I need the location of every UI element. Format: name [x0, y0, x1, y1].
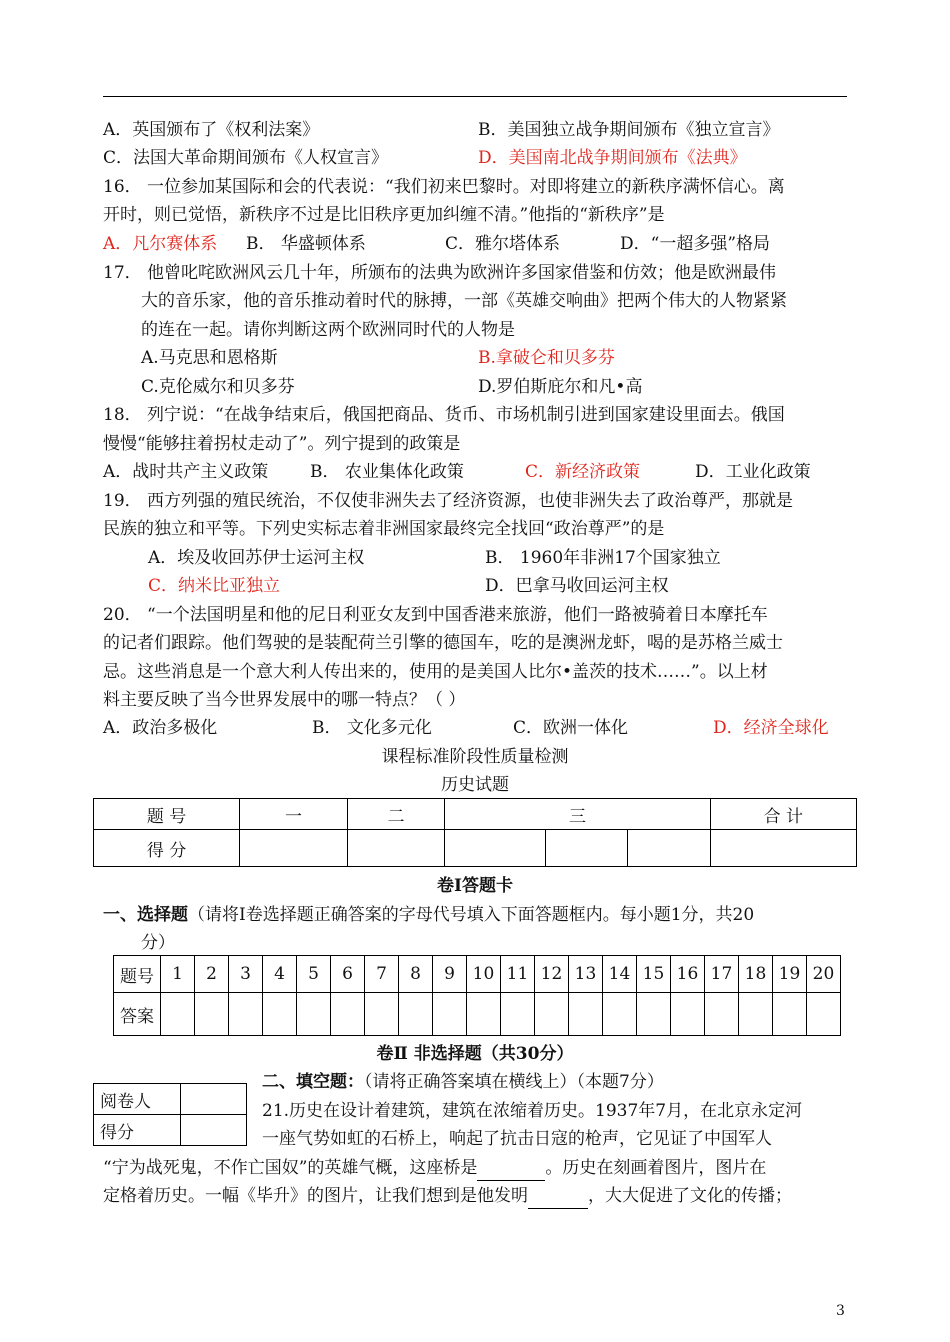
answer-table-num-5: 5	[297, 956, 331, 993]
answer-cell-16[interactable]	[671, 993, 705, 1036]
q18-line2: 慢慢“能够拄着拐杖走动了”。列宁提到的政策是	[103, 434, 461, 454]
score-cell-1[interactable]	[240, 830, 347, 867]
answer-cell-6[interactable]	[331, 993, 365, 1036]
q19-option-c: C．纳米比亚独立	[148, 576, 281, 596]
q21-line1: 21.历史在设计着建筑，建筑在浓缩着历史。1937年7月，在北京永定河	[262, 1101, 803, 1121]
q19-option-a: A．埃及收回苏伊士运河主权	[148, 548, 365, 568]
answer-cell-8[interactable]	[399, 993, 433, 1036]
score-cell-3b[interactable]	[545, 830, 628, 867]
q16-option-d: D．“一超多强”格局	[620, 234, 771, 254]
answer-cell-5[interactable]	[297, 993, 331, 1036]
q20-option-b: B． 文化多元化	[312, 718, 432, 738]
q20-line2: 的记者们跟踪。他们驾驶的是装配荷兰引擎的德国车，吃的是澳洲龙虾，喝的是苏格兰威士	[103, 633, 783, 653]
score-table	[93, 798, 857, 867]
answer-table-num-16: 16	[671, 956, 705, 993]
answer-table-num-3: 3	[229, 956, 263, 993]
answer-cell-3[interactable]	[229, 993, 263, 1036]
answer-table-num-9: 9	[433, 956, 467, 993]
answer-cell-1[interactable]	[161, 993, 195, 1036]
q17-option-b: B.拿破仑和贝多芬	[478, 348, 615, 368]
answer-cell-17[interactable]	[705, 993, 739, 1036]
section1-heading: 一、选择题	[103, 905, 188, 925]
score-header-2: 二	[347, 799, 445, 830]
q18-option-c: C．新经济政策	[525, 462, 641, 482]
exam-title: 课程标准阶段性质量检测	[381, 747, 569, 767]
answer-card-title: 卷Ⅰ答题卡	[437, 876, 513, 896]
answer-cell-2[interactable]	[195, 993, 229, 1036]
q17-option-c: C.克伦威尔和贝多芬	[141, 377, 295, 397]
answer-cell-4[interactable]	[263, 993, 297, 1036]
q17-option-a: A.马克思和恩格斯	[141, 348, 278, 368]
q21-line4	[103, 1184, 792, 1209]
q18-option-b: B． 农业集体化政策	[310, 462, 464, 482]
q21-line3-text: “宁为战死鬼，不作亡国奴”的英雄气概，这座桥是	[103, 1158, 478, 1178]
grader-score-label: 得分	[94, 1115, 181, 1146]
q16-option-b: B． 华盛顿体系	[246, 234, 366, 254]
q19-line2: 民族的独立和平等。下列史实标志着非洲国家最终完全找回“政治尊严”的是	[103, 519, 665, 539]
answer-cell-13[interactable]	[569, 993, 603, 1036]
q18-option-a: A．战时共产主义政策	[103, 462, 269, 482]
answer-table-num-20: 20	[807, 956, 841, 993]
score-row-label: 得 分	[94, 830, 240, 867]
bridge-blank[interactable]	[477, 1156, 545, 1181]
q21-line2: 一座气势如虹的石桥上，响起了抗击日寇的枪声，它见证了中国军人	[262, 1129, 772, 1149]
answer-table-num-11: 11	[501, 956, 535, 993]
q20-option-d: D．经济全球化	[713, 718, 829, 738]
q19-option-d: D．巴拿马收回运河主权	[485, 576, 669, 596]
score-header-total: 合 计	[710, 799, 856, 830]
q15-option-b: B．美国独立战争期间颁布《独立宣言》	[478, 120, 780, 140]
part2-title: 卷Ⅱ 非选择题（共30分）	[376, 1044, 574, 1064]
header-rule	[103, 96, 847, 97]
answer-table-num-17: 17	[705, 956, 739, 993]
q17-line2: 大的音乐家，他的音乐推动着时代的脉搏，一部《英雄交响曲》把两个伟大的人物紧紧	[141, 291, 787, 311]
page-number: 3	[836, 1303, 845, 1319]
section1-instruction	[103, 903, 754, 927]
answer-cell-14[interactable]	[603, 993, 637, 1036]
answer-cell-20[interactable]	[807, 993, 841, 1036]
answer-table-ans-label: 答案	[114, 993, 161, 1036]
q21-line4-text-b: ，大大促进了文化的传播；	[588, 1186, 792, 1206]
grader-score-value[interactable]	[181, 1115, 247, 1146]
grader-value[interactable]	[181, 1084, 247, 1115]
answer-cell-10[interactable]	[467, 993, 501, 1036]
q20-line3: 忌。这些消息是一个意大利人传出来的，使用的是美国人比尔•盖茨的技术……”。以上材	[103, 662, 768, 682]
answer-table-num-8: 8	[399, 956, 433, 993]
q16-line1: 16． 一位参加某国际和会的代表说：“我们初来巴黎时。对即将建立的新秩序满怀信心。离	[103, 177, 785, 197]
section2-text: （请将正确答案填在横线上）（本题7分）	[364, 1072, 664, 1092]
q17-line1: 17． 他曾叱咤欧洲风云几十年，所颁布的法典为欧洲许多国家借鉴和仿效；他是欧洲最伟	[103, 263, 777, 283]
exam-subtitle: 历史试题	[441, 775, 509, 795]
q20-option-c: C．欧洲一体化	[513, 718, 629, 738]
answer-cell-18[interactable]	[739, 993, 773, 1036]
answer-cell-12[interactable]	[535, 993, 569, 1036]
answer-table-num-label: 题号	[114, 956, 161, 993]
answer-table-num-12: 12	[535, 956, 569, 993]
score-header-label: 题 号	[94, 799, 240, 830]
answer-table-num-7: 7	[365, 956, 399, 993]
q18-line1: 18． 列宁说：“在战争结束后，俄国把商品、货币、市场机制引进到国家建设里面去。俄国	[103, 405, 785, 425]
answer-table-num-10: 10	[467, 956, 501, 993]
answer-table-num-4: 4	[263, 956, 297, 993]
section2-instruction	[262, 1070, 664, 1094]
invention-blank[interactable]	[528, 1184, 588, 1209]
q19-line1: 19． 西方列强的殖民统治，不仅使非洲失去了经济资源，也使非洲失去了政治尊严，那就是	[103, 491, 794, 511]
section1-text-cont: 分）	[141, 933, 175, 953]
q21-line4-text: 定格着历史。一幅《毕升》的图片，让我们想到是他发明	[103, 1186, 528, 1206]
answer-table-num-13: 13	[569, 956, 603, 993]
grader-box	[93, 1083, 247, 1146]
q16-option-c: C．雅尔塔体系	[445, 234, 561, 254]
score-cell-3c[interactable]	[628, 830, 711, 867]
answer-table	[113, 955, 841, 1036]
q21-line3-text-b: 。历史在刻画着图片，图片在	[545, 1158, 767, 1178]
answer-cell-19[interactable]	[773, 993, 807, 1036]
answer-cell-11[interactable]	[501, 993, 535, 1036]
q17-option-d: D.罗伯斯庇尔和凡•高	[478, 377, 643, 397]
answer-table-num-15: 15	[637, 956, 671, 993]
q16-option-a: A．凡尔赛体系	[103, 234, 218, 254]
answer-table-num-6: 6	[331, 956, 365, 993]
q15-option-c: C．法国大革命期间颁布《人权宣言》	[103, 148, 389, 168]
q17-line3: 的连在一起。请你判断这两个欧洲同时代的人物是	[141, 320, 515, 340]
answer-cell-9[interactable]	[433, 993, 467, 1036]
q19-option-b: B． 1960年非洲17个国家独立	[485, 548, 721, 568]
score-header-1: 一	[240, 799, 347, 830]
section2-heading: 二、填空题：	[262, 1072, 364, 1092]
answer-table-num-18: 18	[739, 956, 773, 993]
answer-table-num-2: 2	[195, 956, 229, 993]
score-cell-2[interactable]	[347, 830, 445, 867]
q20-line1: 20． “一个法国明星和他的尼日利亚女友到中国香港来旅游，他们一路被骑着日本摩托车	[103, 605, 768, 625]
answer-cell-15[interactable]	[637, 993, 671, 1036]
q20-option-a: A．政治多极化	[103, 718, 218, 738]
score-cell-total[interactable]	[710, 830, 856, 867]
q15-option-a: A．英国颁布了《权利法案》	[103, 120, 320, 140]
answer-table-num-19: 19	[773, 956, 807, 993]
q16-line2: 开时，则已觉悟，新秩序不过是比旧秩序更加纠缠不清。”他指的“新秩序”是	[103, 205, 665, 225]
answer-table-num-1: 1	[161, 956, 195, 993]
section1-text: （请将Ⅰ卷选择题正确答案的字母代号填入下面答题框内。每小题1分，共20	[188, 905, 755, 925]
q15-option-d: D．美国南北战争期间颁布《法典》	[478, 148, 747, 168]
answer-table-num-14: 14	[603, 956, 637, 993]
q20-line4: 料主要反映了当今世界发展中的哪一特点？（ ）	[103, 690, 466, 710]
q18-option-d: D．工业化政策	[695, 462, 811, 482]
answer-cell-7[interactable]	[365, 993, 399, 1036]
score-cell-3a[interactable]	[445, 830, 545, 867]
score-header-3: 三	[445, 799, 711, 830]
q21-line3	[103, 1156, 766, 1181]
grader-label: 阅卷人	[94, 1084, 181, 1115]
